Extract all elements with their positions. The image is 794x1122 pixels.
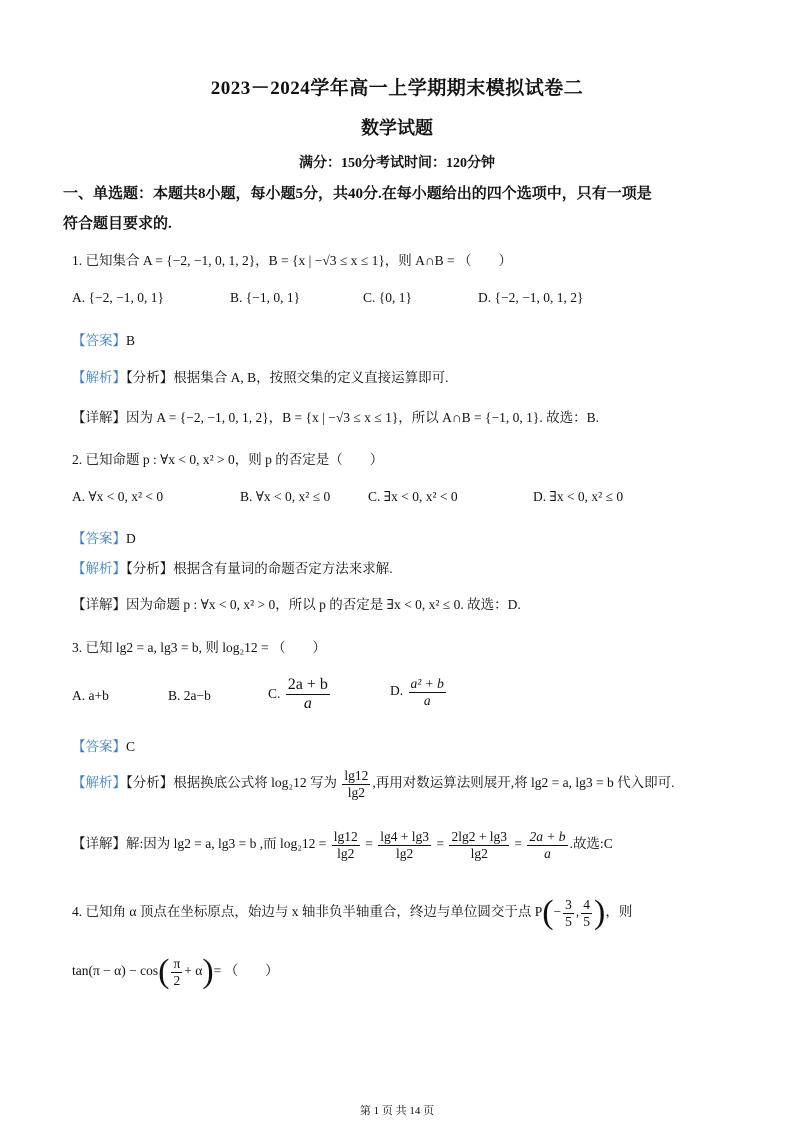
q2-option-d: D. ∃x < 0, x² ≤ 0 bbox=[533, 489, 624, 504]
detail-text: 【详解】解:因为 lg2 = a, lg3 = b ,而 log₂12 = bbox=[72, 836, 327, 852]
exam-meta: 满分：150分考试时间：120分钟 bbox=[299, 156, 495, 171]
q3-stem: 3. 已知 lg2 = a, lg3 = b, 则 log₂12 = （ ） bbox=[72, 640, 327, 655]
fraction: $\frac{\lg 12}{\lg 2}$ bbox=[344, 768, 369, 800]
stem-text-tail: ，则 bbox=[605, 904, 633, 920]
q3-option-b: B. 2a−b bbox=[168, 688, 211, 703]
analysis-text: 【分析】根据集合 A, B，按照交集的定义直接运算即可. bbox=[126, 370, 449, 385]
fraction: $\frac{\pi}{2}$ bbox=[173, 955, 181, 988]
q4-expression: tan(π − α) − cos( $\frac{\pi}{2}$ + α)= （ ） bbox=[72, 953, 279, 990]
option-label: C. bbox=[268, 685, 281, 701]
analysis-text: 【分析】根据含有量词的命题否定方法来求解. bbox=[126, 561, 393, 576]
answer-tag: 【答案】 bbox=[72, 531, 126, 546]
q1-analysis bbox=[72, 366, 449, 386]
fraction: $\frac{3}{5}$ bbox=[565, 896, 572, 929]
q1-detail: 【详解】因为 A = {−2, −1, 0, 1, 2}，B = {x | −√3 ≤ x ≤ 1}，所以 A∩B = {−1, 0, 1}. 故选：B. bbox=[72, 410, 599, 425]
answer-tag: 【答案】 bbox=[72, 333, 126, 348]
q3-option-c bbox=[268, 676, 332, 714]
fraction: $\frac{4}{5}$ bbox=[583, 896, 591, 929]
answer-value: C bbox=[126, 739, 136, 754]
expression-text: tan(π − α) − cos bbox=[72, 963, 159, 979]
page-footer: 第 1 页 共 14 页 bbox=[359, 1105, 435, 1117]
q4-stem: 4. 已知角 α 顶点在坐标原点，始边与 x 轴非负半轴重合，终边与单位圆交于点 P(− $\frac{3}{5}$ , $\frac{4}{5}$ )，则 bbox=[72, 894, 633, 931]
fraction: $\frac{\lg 12}{\lg 2}$ bbox=[333, 829, 358, 861]
q2-detail: 【详解】因为命题 p : ∀x < 0, x² > 0，所以 p 的否定是 ∃x < 0, x² ≤ 0. 故选：D. bbox=[72, 597, 521, 612]
q2-option-a: A. ∀x < 0, x² < 0 bbox=[72, 489, 164, 504]
fraction: $\frac{2\lg 2 + \lg 3}{\lg 2}$ bbox=[451, 829, 508, 861]
analysis-tag: 【解析】 bbox=[72, 775, 126, 791]
fraction: $\frac{\text{a² + b}}{a}$ bbox=[410, 676, 444, 708]
q1-answer bbox=[72, 329, 135, 349]
q3-detail: 【详解】解:因为 lg2 = a, lg3 = b ,而 log₂12 = $\frac{\lg 12}{\lg 2}$ = $\frac{\lg 4 + \lg 3}{\lg 2}$ = $\frac{2\lg 2 + \lg 3}{\lg 2}$ = $\frac{2a + b}{a}$ .故选:C bbox=[72, 829, 613, 861]
detail-text-tail: .故选:C bbox=[569, 836, 613, 852]
q2-stem: 2. 已知命题 p : ∀x < 0, x² > 0，则 p 的否定是（ ） bbox=[72, 452, 384, 467]
q1-option-b: B. {−1, 0, 1} bbox=[230, 290, 301, 305]
fraction: $\frac{2a + b}{a}$ bbox=[529, 829, 566, 861]
fraction: $\frac{\lg 4 + \lg 3}{\lg 2}$ bbox=[380, 829, 430, 861]
q1-option-a: A. {−2, −1, 0, 1} bbox=[72, 290, 164, 305]
expression-text-mid: + α bbox=[184, 963, 203, 979]
q1-option-d: D. {−2, −1, 0, 1, 2} bbox=[478, 290, 584, 305]
stem-text: 4. 已知角 α 顶点在坐标原点，始边与 x 轴非负半轴重合，终边与单位圆交于点 P bbox=[72, 904, 543, 920]
q3-option-d bbox=[390, 676, 448, 708]
section-heading-line2: 符合题目要求的. bbox=[63, 216, 172, 232]
section-heading-line1: 一、单选题：本题共8小题，每小题5分，共40分.在每小题给出的四个选项中，只有一项是 bbox=[63, 186, 652, 202]
answer-value: D bbox=[126, 531, 136, 546]
analysis-tag: 【解析】 bbox=[72, 370, 126, 385]
option-label: D. bbox=[390, 683, 404, 699]
q2-option-c: C. ∃x < 0, x² < 0 bbox=[368, 489, 458, 504]
document-title: 2023－2024学年高一上学期期末模拟试卷二 bbox=[210, 78, 584, 99]
q1-option-c: C. {0, 1} bbox=[363, 290, 412, 305]
expression-text-tail: = （ ） bbox=[213, 963, 279, 979]
q3-answer bbox=[72, 735, 135, 755]
document-subtitle: 数学试题 bbox=[361, 118, 433, 138]
answer-tag: 【答案】 bbox=[72, 739, 126, 754]
q3-analysis bbox=[72, 768, 674, 800]
q3-option-a: A. a+b bbox=[72, 688, 109, 703]
fraction: $\frac{2a + b}{a}$ bbox=[287, 676, 328, 713]
answer-value: B bbox=[126, 333, 136, 348]
q2-answer bbox=[72, 527, 136, 547]
q2-option-b: B. ∀x < 0, x² ≤ 0 bbox=[240, 489, 331, 504]
q1-stem: 1. 已知集合 A = {−2, −1, 0, 1, 2}，B = {x | −√3 ≤ x ≤ 1}，则 A∩B = （ ） bbox=[72, 253, 513, 268]
analysis-text-tail: ,再用对数运算法则展开,将 lg2 = a, lg3 = b 代入即可. bbox=[372, 775, 675, 791]
analysis-tag: 【解析】 bbox=[72, 561, 126, 576]
analysis-text: 【分析】根据换底公式将 log₂12 写为 bbox=[126, 775, 337, 791]
q2-analysis bbox=[72, 557, 393, 577]
